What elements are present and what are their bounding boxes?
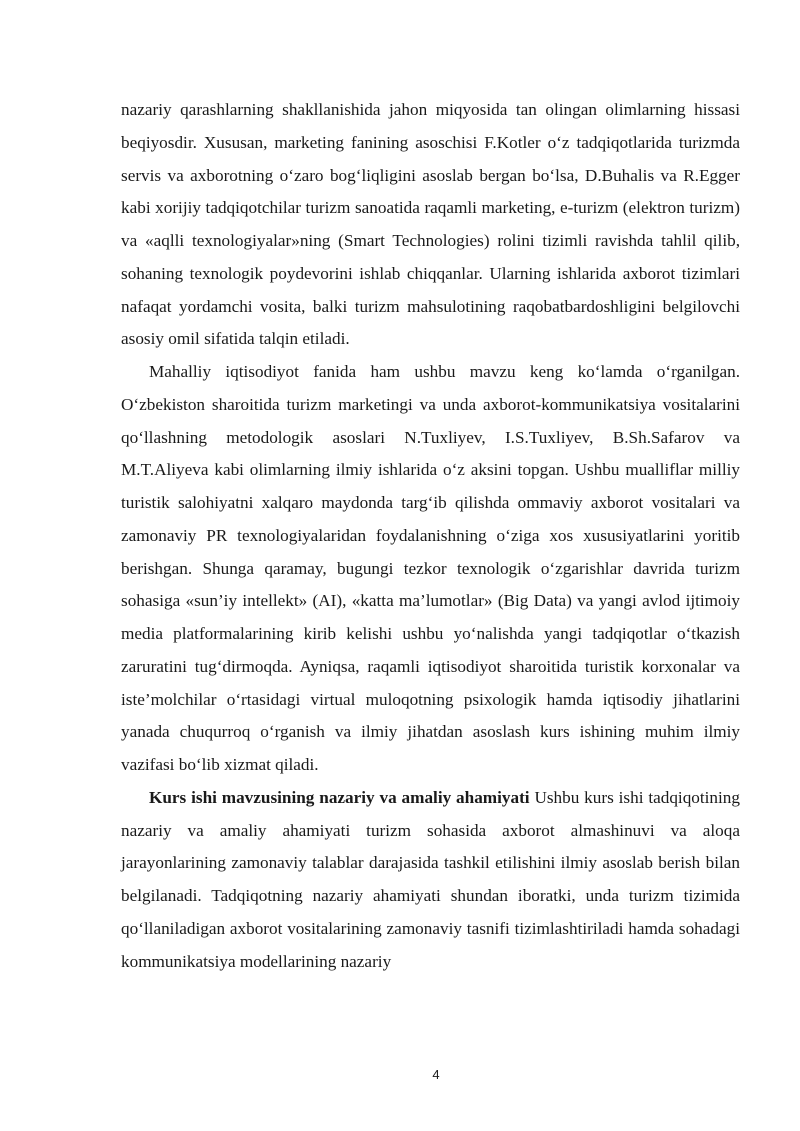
page-number: 4: [432, 1067, 440, 1082]
paragraph-local-research: Mahalliy iqtisodiyot fanida ham ushbu mavzu keng ko‘lamda o‘rganilgan. O‘zbekiston sharoitida turizm marketingi va unda axborot-kommunikatsiya vositalarini qo‘llashning metodologik asoslari N.Tuxliyev, I.S.Tuxliyev, B.Sh.Safarov va M.T.Aliyeva kabi olimlarning ilmiy ishlarida o‘z aksini topgan. Ushbu mualliflar milliy turistik salohiyatni xalqaro maydonda targ‘ib qilishda ommaviy axborot vositalari va zamonaviy PR texnologiyalaridan foydalanishning o‘ziga xos xususiyatlarini yoritib berishgan. Shunga qaramay, bugungi tezkor texnologik o‘zgarishlar davrida turizm sohasiga «sun’iy intellekt» (AI), «katta ma’lumotlar» (Big Data) va yangi avlod ijtimoiy media platformalarining kirib kelishi ushbu yo‘nalishda yangi tadqiqotlar o‘tkazish zaruratini tug‘dirmoqda. Ayniqsa, raqamli iqtisodiyot sharoitida turistik korxonalar va iste’molchilar o‘rtasidagi virtual muloqotning psixologik hamda iqtisodiy jihatlarini yanada chuqurroq o‘rganish va ilmiy jihatdan asoslash kurs ishining muhim ilmiy vazifasi bo‘lib xizmat qiladi.: [121, 362, 740, 774]
paragraph-significance: [121, 782, 740, 979]
body-text: [121, 94, 740, 978]
paragraph-significance-body: Ushbu kurs ishi tadqiqotining nazariy va amaliy ahamiyati turizm sohasida axborot almashinuvi va aloqa jarayonlarining zamonaviy talablar darajasida tashkil etilishini ilmiy asoslab berish bilan belgilanadi. Tadqiqotning nazariy ahamiyati shundan iboratki, unda turizm tizimida qo‘llaniladigan axborot vositalarining zamonaviy tasnifi tizimlashtiriladi hamda sohadagi kommunikatsiya modellarining nazariy: [121, 787, 740, 971]
paragraph-continuation: nazariy qarashlarning shakllanishida jahon miqyosida tan olingan olimlarning hissasi beqiyosdir. Xususan, marketing fanining asoschisi F.Kotler o‘z tadqiqotlarida turizmda servis va axborotning o‘zaro bog‘liqligini asoslab bergan bo‘lsa, D.Buhalis va R.Egger kabi xorijiy tadqiqotchilar turizm sanoatida raqamli marketing, e-turizm (elektron turizm) va «aqlli texnologiyalar»ning (Smart Technologies) rolini tizimli ravishda tahlil qilib, sohaning texnologik poydevorini ishlab chiqqanlar. Ularning ishlarida axborot tizimlari nafaqat yordamchi vosita, balki turizm mahsulotining raqobatbardoshligini belgilovchi asosiy omil sifatida talqin etiladi.: [121, 100, 740, 349]
section-heading-inline: Kurs ishi mavzusining nazariy va amaliy ahamiyati: [149, 787, 530, 807]
